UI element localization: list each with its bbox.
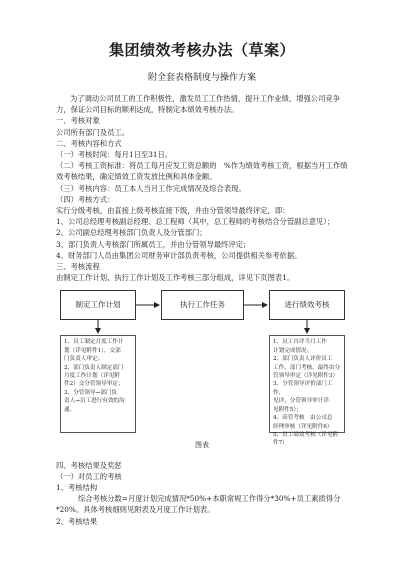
flow-detail-line: 件2）交分管领导审定； [64,381,124,388]
flow-box-plan: 制定工作计划 [60,290,136,320]
flow-detail-line: 1、员工制定月度工作计 [64,339,124,346]
flow-detail-line: 月度工作计划（详见附 [64,373,120,380]
flow-detail-line: 管领导审定（详见附件3） [273,373,339,380]
flow-detail-line: 门负责人审定； [64,356,104,363]
flow-detail-line: 见评，分管领导审计详 [273,398,329,405]
document-title: 集团绩效考核办法（草案） [108,41,295,59]
section-2-salary: （二）考核工资标准：将员工每月应发工资总额的 %作为绩效考核工资，根据当月工作绩效考核结果，确定绩效工资发放比例和具体金额。 [56,161,348,182]
flow-caption: 图表 [195,441,209,450]
flow-box-execute: 执行工作任务 [161,290,244,320]
flow-detail-line: 3、分管领导→部门负 [64,389,117,396]
flow-detail-line: 经理审核（详见附件6） [273,423,333,430]
flow-detail-line: 2、部门负责人评价员工 [273,356,333,363]
flow-detail-line: 通。 [64,406,76,413]
flow-detail-plan [60,335,136,433]
section-2-mode-heading: （四）考核方式： [56,194,115,204]
flow-detail-line: 1、员工自评当月工作 [273,339,327,346]
section-3-heading: 三、考核流程 [56,262,100,272]
flow-detail-line: 责人→员工进行有效的沟 [64,398,125,405]
section-2-rule-3: 3、部门负责人考核部门所属员工，并由分管领导最终评定； [56,239,251,249]
flow-detail-line: 3、分管领导评价部门工作， [273,381,333,396]
section-4-item-2: 2、考核结果 [56,516,98,526]
flow-detail-line: 4、高管考核 由公司总 [273,415,333,422]
section-3-text: 由制定工作计划、执行工作计划及工作考核三部分组成，详见下页图表1。 [56,273,295,283]
document-subtitle: 附全套表格制度与操作方案 [147,73,256,83]
section-4-item-1: 1、考核结构 [56,483,98,493]
flow-box-evaluate: 进行绩效考核 [269,290,345,320]
flow-detail-line: 5、员工绩效考核（详见附件7） [273,431,339,447]
section-1-text: 公司所有部门及员工。 [56,127,129,137]
flow-detail-line: 见附件5）； [273,406,302,413]
section-2-heading: 二、考核内容和方式 [56,138,122,148]
section-2-rule-2: 2、公司副总经理考核部门负责人及分管部门； [56,228,207,238]
intro-paragraph: 为了调动公司员工的工作积极性，激发员工工作热情，提升工作业绩，增强公司竞争力，保证公司目标的顺利达成，特制定本绩效考核办法。 [56,94,340,115]
section-2-rule-1: 1、公司总经理考核副总经理、总工程师（其中，总工程师的考核结合分管副总意见）； [56,217,335,227]
section-1-heading: 一、考核对象 [56,116,100,126]
flow-detail-line: 划（详见附件1），交部 [64,347,121,354]
flow-detail-evaluate [269,335,345,447]
section-4-subheading: （一）对员工的考核 [56,471,122,481]
section-4-formula: 综合考核分数=月度计划完成情况*50%+本职常规工作得分*30%+员工素质得分*20%。具体考核细则见附表及月度工作计划表。 [56,494,341,515]
section-2-time: （一）考核时间：每月1日至31日。 [56,150,173,160]
section-2-rule-4: 4、财务部门人员由集团公司财务审计部负责考核，公司提供相关参考依据。 [56,250,302,260]
section-4-heading: 四、考核结果及奖惩 [56,460,122,470]
section-2-mode-text: 实行分级考核，由直接上级考核直接下级，并由分管领导最终评定，即： [56,206,290,216]
flow-detail-line: 工作、部门考核，最终由分 [273,364,341,371]
section-2-scope: （三）考核内容：员工本人当月工作完成情况及综合表现。 [56,183,246,193]
flow-detail-line: 计划完成情况； [273,347,313,354]
flow-detail-line: 2、部门负责人制定部门 [64,364,124,371]
